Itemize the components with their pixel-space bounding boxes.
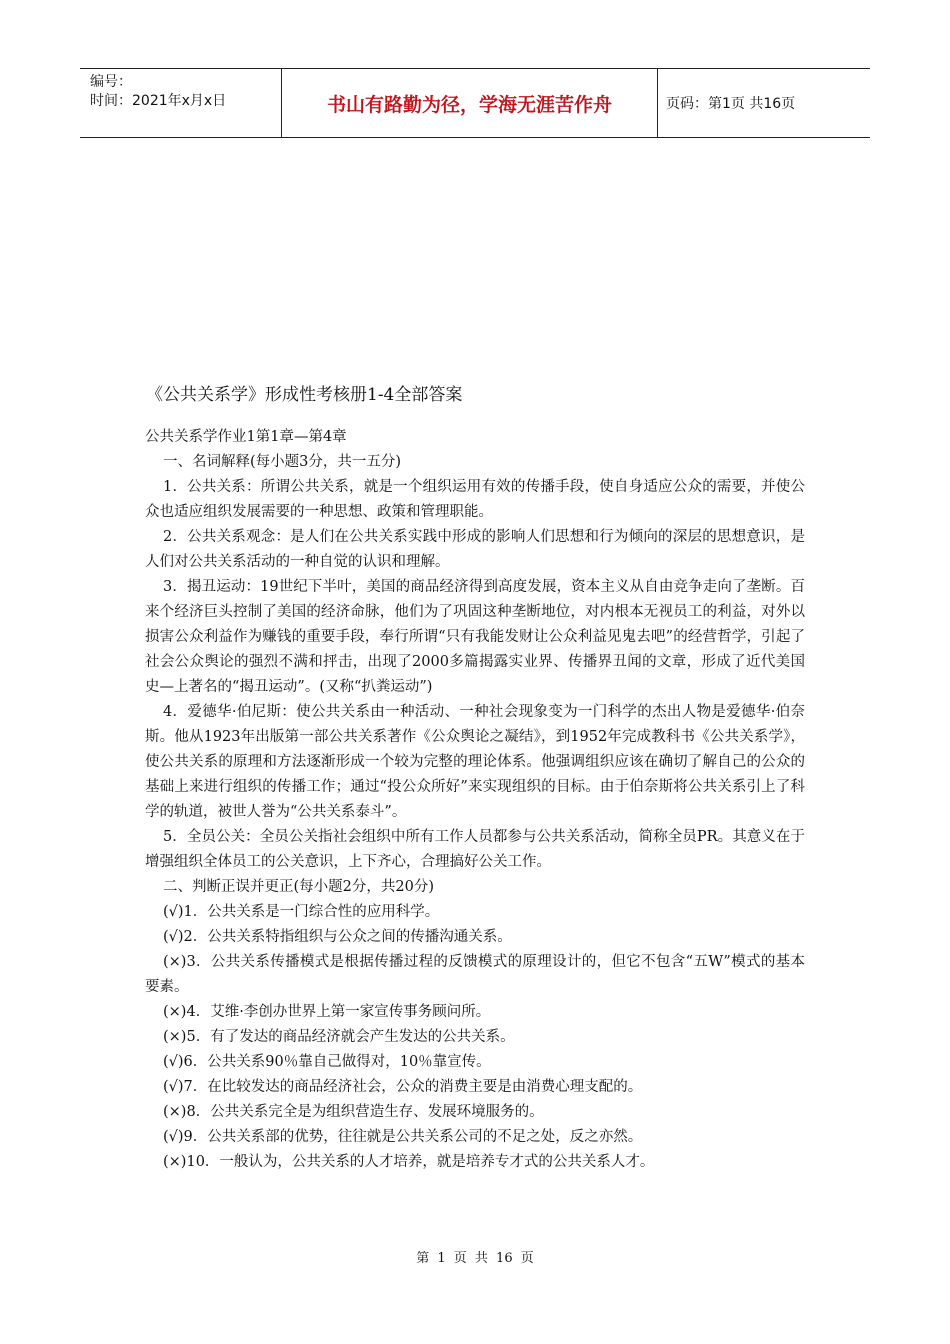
paragraph: 4．爱德华·伯尼斯：使公共关系由一种活动、一种社会现象变为一门科学的杰出人物是爱德华·伯奈斯。他从1923年出版第一部公共关系著作《公众舆论之凝结》，到1952年完成教科书《公共关系学》，使公共关系的原理和方法逐渐形成一个较为完整的理论体系。他强调组织应该在确切了解自己的公众的基础上来进行组织的传播工作；通过“投公众所好”来实现组织的目标。由于伯奈斯将公共关系引上了科学的轨道，被世人誉为“公共关系泰斗”。 xyxy=(145,704,805,820)
paragraph: (×)3．公共关系传播模式是根据传播过程的反馈模式的原理设计的，但它不包含“五W”模式的基本要素。 xyxy=(145,954,805,995)
paragraph: (√)7．在比较发达的商品经济社会，公众的消费主要是由消费心理支配的。 xyxy=(163,1079,643,1095)
paragraph: 2．公共关系观念：是人们在公共关系实践中形成的影响人们思想和行为倾向的深层的思想意识，是人们对公共关系活动的一种自觉的认识和理解。 xyxy=(145,529,805,570)
document-number-label: 编号： xyxy=(90,74,132,90)
paragraph: (×)5．有了发达的商品经济就会产生发达的公共关系。 xyxy=(163,1029,515,1045)
paragraph: (√)1．公共关系是一门综合性的应用科学。 xyxy=(163,904,440,920)
paragraph: (√)9．公共关系部的优势，往往就是公共关系公司的不足之处，反之亦然。 xyxy=(163,1129,643,1145)
page-header xyxy=(80,68,870,138)
paragraph: 1．公共关系：所谓公共关系，就是一个组织运用有效的传播手段，使自身适应公众的需要，并使公众也适应组织发展需要的一种思想、政策和管理职能。 xyxy=(145,479,805,520)
paragraph: (×)4．艾维·李创办世界上第一家宣传事务顾问所。 xyxy=(163,1004,491,1020)
header-page-info: 页码：第1页 共16页 xyxy=(666,96,796,112)
header-motto: 书山有路勤为径，学海无涯苦作舟 xyxy=(281,69,658,137)
paragraph: 5．全员公关：全员公关指社会组织中所有工作人员都参与公共关系活动，简称全员PR。其意义在于增强组织全体员工的公关意识，上下齐心，合理搞好公关工作。 xyxy=(145,829,805,870)
paragraph: (×)8．公共关系完全是为组织营造生存、发展环境服务的。 xyxy=(163,1104,544,1120)
page-footer: 第 1 页 共 16 页 xyxy=(416,1251,534,1266)
date-line: 时间：2021年x月x日 xyxy=(90,93,227,109)
paragraph: (√)6．公共关系90％靠自己做得对，10％靠宣传。 xyxy=(163,1054,491,1070)
document-body xyxy=(145,425,805,1175)
document-title: 《公共关系学》形成性考核册1-4全部答案 xyxy=(146,385,463,405)
paragraph: (×)10．一般认为，公共关系的人才培养，就是培养专才式的公共关系人才。 xyxy=(163,1154,655,1170)
paragraph: 公共关系学作业1第1章—第4章 xyxy=(145,429,347,445)
paragraph: (√)2．公共关系特指组织与公众之间的传播沟通关系。 xyxy=(163,929,512,945)
paragraph: 二、判断正误并更正(每小题2分，共20分) xyxy=(163,879,434,895)
paragraph: 3．揭丑运动：19世纪下半叶，美国的商品经济得到高度发展，资本主义从自由竞争走向了垄断。百来个经济巨头控制了美国的经济命脉，他们为了巩固这种垄断地位，对内根本无视员工的利益，对外以损害公众利益作为赚钱的重要手段，奉行所谓“只有我能发财让公众利益见鬼去吧”的经营哲学，引起了社会公众舆论的强烈不满和抨击，出现了2000多篇揭露实业界、传播界丑闻的文章，形成了近代美国史—上著名的“揭丑运动”。(又称“扒粪运动”) xyxy=(145,579,805,695)
header-left-cell xyxy=(80,69,281,137)
paragraph: 一、名词解释(每小题3分，共一五分) xyxy=(163,454,402,470)
